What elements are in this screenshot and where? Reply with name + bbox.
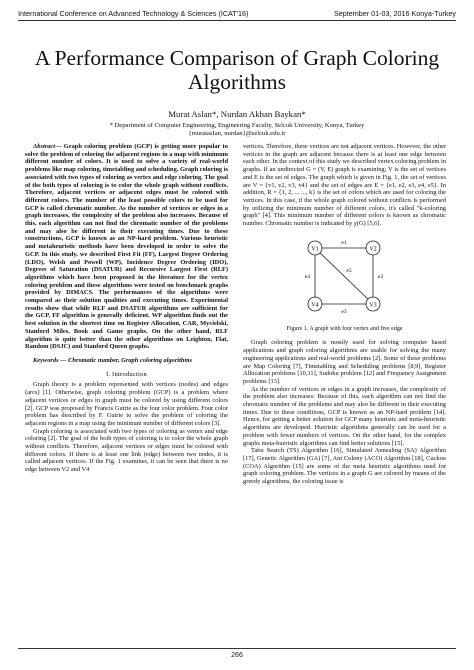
vertex-label-v4: V4 bbox=[311, 302, 319, 309]
edge-label-e1: e1 bbox=[341, 239, 347, 246]
footer-rule bbox=[18, 648, 456, 649]
abstract bbox=[25, 143, 228, 351]
vertex-label-v3: V3 bbox=[369, 302, 377, 309]
abstract-label: Abstract— bbox=[33, 143, 62, 150]
conference-dates: September 01-03, 2016 Konya-Turkey bbox=[334, 9, 456, 18]
abstract-text: Graph coloring problem (GCP) is getting more popular to solve the problem of coloring the adjacent regions in a map with minimum different number of colors. It is used to solve a variety of real-world problems like map coloring, timetabling and scheduling. Graph coloring is associated with two types of coloring as vertex and edge coloring. The goal of the both types of coloring is to color the whole graph without conflicts. Therefore, adjacent vertices or adjacent edges must be colored with different colors. The number of the least possible colors to be used for GCP is called chromatic number. As the number of vertices or edges in a graph increases, the complexity of the problem also increases. Because of this, each algorithm can not find the chromatic number of the problems and may also be different in their executing times. Due to these constructions, GCP is known as an NP-hard problem. Various heuristic and metaheuristic methods have been developed in order to solve the GCP. In this study, we described First Fit (FF), Largest Degree Ordering (LDO), Welsh and Powell (WP), Incidence Degree Ordering (IDO), Degrees of Saturation (DSATUR) and Recursive Largest First (RLF) algorithms which have been proposed in the literature for the vertex coloring problem and these algorithms were tested on benchmark graphs provided by DIMACS. The performances of the algorithms were compared as their solution qualities and executing times. Experimental results show that while RLF and DSATUR algorithms are sufficient for the GCP, FF algorithm is generally deficient. WP algorithm finds out the best solution in the shortest time on Register Allocation, CAR, Mycielski, Stanford Miles, Book and Game graphs. On the other hand, RLF algorithm is quite better than the other algorithms on Leighton, Flat, Random (DSJC) and Stanford Queen graphs. bbox=[25, 143, 228, 351]
affiliation-emails: {muratasIan, nurdan}@selcuk.edu.tr bbox=[188, 130, 286, 138]
edge-label-e5: e5 bbox=[346, 267, 352, 274]
figure-1 bbox=[243, 232, 446, 324]
title-line-1: A Performance Comparison of Graph Coloring bbox=[34, 46, 440, 70]
right-paragraph-3: As the number of vertices or edges in a graph increases, the complexity of the problem also increases: Because of this, each algorithm can not find the chromatic number of the problems and may also be different in their executing times. Due to these conditions, GCP is known as an NP-hard problem [14]. Hence, for getting a better solution for GCP many heuristic and meta-heuristic algorithms are developed. Hueristic algorithms generally can be used for a problem with fewer numbers of vertices. On the other hand, for the complex graphs meta-hueristic algorithms can find better solutions [15]. bbox=[243, 385, 446, 447]
edge-e5 bbox=[315, 248, 373, 304]
affiliation bbox=[0, 122, 474, 139]
right-paragraph-2: Graph coloring problem is mostly used for solving computer based applications and graph coloring algorithms are usable for solving the many engineering applications and real-world problems [2]. Some of these problems are Map Coloring [7], Timetabling and Scheduling problems [8,9], Register Allocation problems [10,11], Sudoku problem [12] and Frequency Assignment problems [13]. bbox=[243, 339, 446, 385]
paper-title bbox=[0, 46, 474, 94]
keywords bbox=[25, 357, 228, 365]
running-header bbox=[18, 9, 456, 21]
keywords-label: Keywords — bbox=[33, 356, 67, 364]
intro-paragraph-2: Graph coloring is associated with two types of coloring as vertex and edge coloring [2]. The goal of the both types of coloring is to color the whole graph without conflicts. Therefore, adjacent vertices or edges must be colored with different colors. If there is at least one link (edge) between two nodes, it is called adjacent vertices. If the Fig. 1 examines, it can be seen that there is no edge between V2 and V4 bbox=[25, 427, 228, 474]
edge-label-e2: e2 bbox=[378, 273, 384, 280]
right-paragraph-1: vertices. Therefore, these vertices are not adjacent vertices. However, the other vertices in the graph are adjacent because there is at least one edge between each other. In the context of this study we described vertex coloring problem in graphs. If an undirected G = (V, E) graph is examining; V is the set of vertices and E is the set of edges. The graph which is given in Fig. 1, the set of vertices are V = {v1, v2, v3, v4} and the set of edges are E = {e1, e2, e3, e4, e5}. In addition, R = {1, 2, ... ..., k} is the set of colors which are used for coloring the vertices. In this case, if the whole graph colored without conflicts is performed by utilizing the minimum number of different colors, it's called "k-coloring graph" [4]. This minimum number of different colors is known as chromatic number. Chromatic number is indicated by χ(G) [5,6]. bbox=[243, 143, 446, 228]
page-number: 266 bbox=[231, 652, 243, 659]
keywords-text: Chromatic number, Graph coloring algorithms bbox=[68, 356, 192, 364]
affiliation-department: * Department of Computer Engineering, Engineering Faculty, Selcuk University, Konya, Turkey bbox=[109, 122, 365, 129]
edge-label-e3: e3 bbox=[341, 308, 347, 315]
right-column bbox=[243, 143, 446, 486]
vertex-label-v1: V1 bbox=[311, 246, 319, 253]
section-heading-introduction: I. Introduction bbox=[105, 370, 148, 378]
authors: Murat Aslan*, Nurdan Akhan Baykan* bbox=[168, 109, 306, 119]
vertex-label-v2: V2 bbox=[369, 246, 377, 253]
edge-label-e4: e4 bbox=[304, 273, 310, 280]
left-column bbox=[25, 143, 228, 474]
figure-1-caption: Figure 1. A graph with four vertex and five edge bbox=[286, 325, 403, 332]
title-line-2: Algorithms bbox=[188, 70, 286, 94]
graph-diagram bbox=[303, 232, 387, 322]
intro-paragraph-1: Graph theory is a problem represented with vertices (nodes) and edges (arcs) [1]. Otherwise, graph coloring problem (GCP) is a problem where adjacent vertices or edges in graph must be colored by using different colors [2]. GCP was proposed by Francis Gutrie as the four color problem. Four color problem has described by F. Gutrie to solve the problem of coloring the adjacent regions in a map using the minimum number of different colors [3]. bbox=[25, 381, 228, 427]
right-paragraph-4: Tabu Search (TS) Algorithm [16], Simulated Annealing (SA) Algorithm [17], Genetic Algorithm (GA) [7], Ant Colony (ACO) Algorithm [18], Cuckoo (COA) Algorithm [15] are some of the meta heuristic algorithms used for graph coloring problem. The vertices in a graph G are colored by means of the greedy algorithms, the coloring issue is bbox=[243, 447, 446, 486]
conference-name: International Conference on Advanced Technology & Sciences (ICAT'16) bbox=[18, 9, 249, 18]
